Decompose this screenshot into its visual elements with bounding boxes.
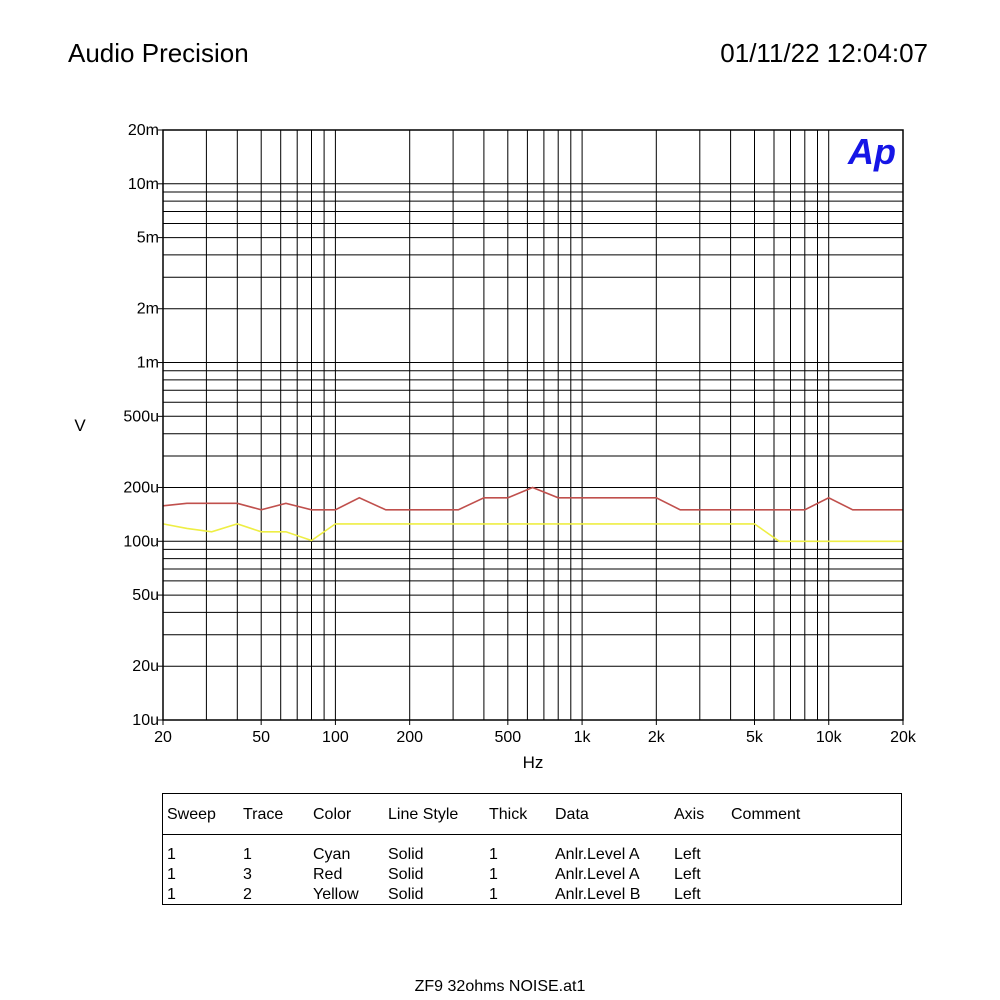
legend-cell: 1 <box>489 886 498 903</box>
y-tick-label: 20m <box>127 122 159 139</box>
x-tick-label: 2k <box>647 729 665 746</box>
legend-column-header: Thick <box>489 806 528 823</box>
legend-column-header: Color <box>313 806 352 823</box>
legend-column-header: Line Style <box>388 806 459 823</box>
legend-cell: Anlr.Level A <box>555 866 640 883</box>
x-tick-label: 5k <box>746 729 763 746</box>
legend-column-header: Axis <box>674 806 705 823</box>
legend-cell: 1 <box>167 846 176 863</box>
file-name: ZF9 32ohms NOISE.at1 <box>414 978 586 995</box>
brand-title: Audio Precision <box>68 38 249 68</box>
y-tick-label: 50u <box>132 587 159 605</box>
y-axis-label: V <box>74 416 86 435</box>
y-tick-label: 100u <box>123 533 159 551</box>
legend-column-header: Trace <box>243 806 284 823</box>
x-tick-label: 200 <box>396 729 424 746</box>
legend-cell: Anlr.Level A <box>555 846 640 863</box>
legend-cell: Red <box>313 866 343 883</box>
legend-cell: Solid <box>388 886 424 903</box>
y-tick-label: 200u <box>123 479 159 497</box>
legend-cell: Yellow <box>313 886 359 903</box>
x-tick-label: 50 <box>252 729 271 746</box>
y-tick-label: 20u <box>132 658 159 676</box>
legend-column-header: Comment <box>731 806 801 823</box>
legend-cell: Solid <box>388 846 424 863</box>
legend-cell: 2 <box>243 886 252 903</box>
series-line-2 <box>163 524 903 541</box>
ap-logo: Ap <box>848 131 896 172</box>
x-tick-label: 100 <box>322 729 349 746</box>
trace-legend-table <box>162 793 902 905</box>
x-tick-label: 1k <box>573 729 591 746</box>
timestamp: 01/11/22 12:04:07 <box>720 38 928 68</box>
y-tick-label: 10m <box>127 175 159 193</box>
y-tick-label: 10u <box>132 712 159 729</box>
x-tick-label: 20k <box>890 729 916 746</box>
x-tick-label: 20 <box>154 729 172 746</box>
legend-divider <box>163 834 901 835</box>
legend-column-header: Sweep <box>167 806 216 823</box>
chart-series <box>163 488 903 542</box>
chart-grid <box>163 130 903 720</box>
y-tick-label: 1m <box>136 354 159 372</box>
legend-cell: Cyan <box>313 846 351 863</box>
legend-cell: 1 <box>167 886 176 903</box>
legend-cell: 1 <box>167 866 176 883</box>
x-axis-label: Hz <box>522 753 544 772</box>
legend-cell: 3 <box>243 866 252 883</box>
legend-cell: Anlr.Level B <box>555 886 641 903</box>
legend-column-header: Data <box>555 806 589 823</box>
legend-cell: Left <box>674 866 701 883</box>
y-tick-label: 500u <box>123 408 159 426</box>
y-tick-label: 5m <box>136 229 159 247</box>
legend-cell: Left <box>674 886 701 903</box>
plot-frame <box>163 130 903 720</box>
legend-cell: 1 <box>489 846 498 863</box>
legend-cell: 1 <box>489 866 498 883</box>
legend-cell: Solid <box>388 866 424 883</box>
x-tick-label: 10k <box>815 729 842 746</box>
legend-cell: 1 <box>243 846 252 863</box>
legend-cell: Left <box>674 846 701 863</box>
series-line-1 <box>163 488 903 510</box>
y-tick-label: 2m <box>136 300 159 318</box>
x-tick-label: 500 <box>494 729 522 746</box>
